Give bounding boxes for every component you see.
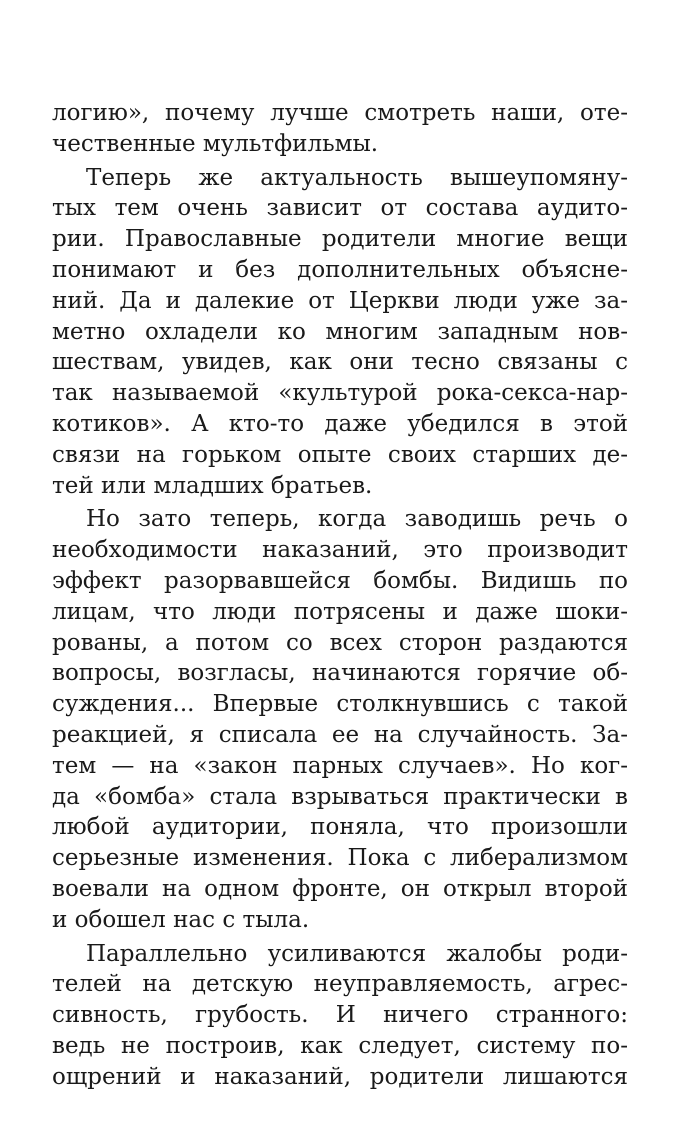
text-line: ведь не построив, как следует, систему по- — [52, 1032, 628, 1059]
text-line: тем — на «закон парных случаев». Но ког- — [52, 752, 628, 779]
paragraph-bomb — [52, 504, 628, 935]
text-line: метно охладели ко многим западным нов- — [52, 318, 628, 345]
text-line: воевали на одном фронте, он открыл второй — [52, 875, 628, 902]
text-line: сивность, грубость. И ничего странного: — [52, 1002, 628, 1029]
text-line: Параллельно усиливаются жалобы роди- — [86, 940, 628, 967]
text-line: тых тем очень зависит от состава аудито- — [52, 195, 628, 222]
text-line: рии. Православные родители многие вещи — [52, 226, 628, 253]
text-line: любой аудитории, поняла, что произошли — [52, 814, 628, 841]
text-line: эффект разорвавшейся бомбы. Видишь по — [52, 567, 628, 594]
text-line: серьезные изменения. Пока с либерализмом — [52, 845, 628, 872]
text-line: суждения... Впервые столкнувшись с такой — [52, 691, 628, 718]
paragraph-continuation — [52, 98, 628, 160]
text-line: Но зато теперь, когда заводишь речь о — [86, 506, 628, 533]
text-line: реакцией, я списала ее на случайность. За- — [52, 721, 628, 748]
text-line: тей или младших братьев. — [52, 472, 373, 499]
text-line: телей на детскую неуправляемость, агрес- — [52, 971, 628, 998]
text-line: чественные мультфильмы. — [52, 130, 379, 157]
text-line: рованы, а потом со всех сторон раздаются — [52, 629, 628, 656]
text-line: шествам, увидев, как они тесно связаны с — [52, 349, 628, 376]
text-line: ощрений и наказаний, родители лишаются — [52, 1063, 628, 1090]
text-line: так называемой «культурой рока-секса-нар- — [52, 380, 628, 407]
text-line: понимают и без дополнительных объясне- — [52, 256, 628, 283]
text-line: Теперь же актуальность вышеупомяну- — [86, 164, 628, 191]
book-page — [52, 98, 628, 1093]
paragraph-relevance — [52, 163, 628, 502]
text-line: и обошел нас с тыла. — [52, 906, 310, 933]
text-line: необходимости наказаний, это производит — [52, 537, 628, 564]
text-line: лицам, что люди потрясены и даже шоки- — [52, 598, 628, 625]
paragraph-complaints — [52, 939, 628, 1093]
text-line: ний. Да и далекие от Церкви люди уже за- — [52, 287, 628, 314]
text-line: котиков». А кто-то даже убедился в этой — [52, 410, 628, 437]
text-line: связи на горьком опыте своих старших де- — [52, 441, 628, 468]
text-line: вопросы, возгласы, начинаются горячие об- — [52, 660, 628, 687]
text-line: да «бомба» стала взрываться практически в — [52, 783, 628, 810]
text-line: логию», почему лучше смотреть наши, оте- — [52, 100, 628, 126]
